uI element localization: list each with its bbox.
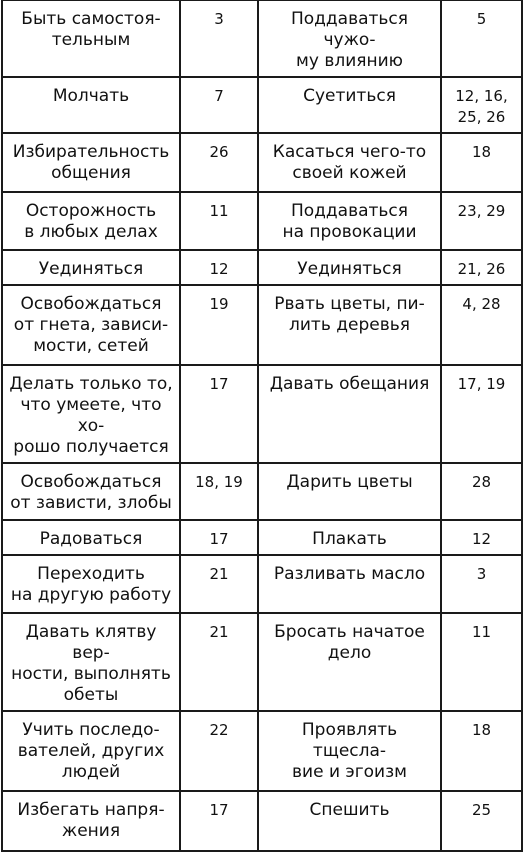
table-row: [2, 250, 522, 285]
action-cell: Давать обещания: [258, 365, 441, 463]
days-cell: 18: [441, 711, 522, 791]
action-cell: Учить последо- вателей, других людей: [2, 711, 180, 791]
table-row: [2, 365, 522, 463]
action-cell: Спешить: [258, 791, 441, 851]
days-cell: 11: [441, 613, 522, 711]
days-cell: 17, 19: [441, 365, 522, 463]
table-row: [2, 285, 522, 365]
days-cell: 3: [441, 555, 522, 613]
table-row: [2, 192, 522, 250]
action-cell: Давать клятву вер- ности, выполнять обеты: [2, 613, 180, 711]
table-row: [2, 711, 522, 791]
action-cell: Плакать: [258, 520, 441, 555]
days-cell: 25: [441, 791, 522, 851]
days-cell: 21, 26: [441, 250, 522, 285]
action-cell: Осторожность в любых делах: [2, 192, 180, 250]
days-cell: 19: [180, 285, 258, 365]
action-cell: Проявлять тщесла- вие и эгоизм: [258, 711, 441, 791]
action-cell: Радоваться: [2, 520, 180, 555]
action-cell: Освобождаться от гнета, зависи- мости, сетей: [2, 285, 180, 365]
action-cell: Поддаваться на провокации: [258, 192, 441, 250]
table-row: [2, 791, 522, 851]
action-cell: Быть самостоя- тельным: [2, 0, 180, 77]
days-cell: 17: [180, 365, 258, 463]
days-cell: 28: [441, 463, 522, 520]
days-cell: 17: [180, 520, 258, 555]
action-cell: Уединяться: [2, 250, 180, 285]
action-cell: Суетиться: [258, 77, 441, 133]
days-cell: 21: [180, 613, 258, 711]
action-cell: Касаться чего-то своей кожей: [258, 133, 441, 192]
table-row: [2, 133, 522, 192]
action-cell: Делать только то, что умеете, что хо- рошо получается: [2, 365, 180, 463]
days-cell: 26: [180, 133, 258, 192]
table-row: [2, 555, 522, 613]
action-cell: Избегать напря- жения: [2, 791, 180, 851]
activity-days-table: [1, 0, 523, 852]
action-cell: Разливать масло: [258, 555, 441, 613]
days-cell: 22: [180, 711, 258, 791]
action-cell: Поддаваться чужо- му влиянию: [258, 0, 441, 77]
action-cell: Молчать: [2, 77, 180, 133]
days-cell: 3: [180, 0, 258, 77]
table-row: [2, 463, 522, 520]
days-cell: 5: [441, 0, 522, 77]
days-cell: 12, 16, 25, 26: [441, 77, 522, 133]
days-cell: 18: [441, 133, 522, 192]
days-cell: 12: [180, 250, 258, 285]
days-cell: 23, 29: [441, 192, 522, 250]
days-cell: 11: [180, 192, 258, 250]
days-cell: 18, 19: [180, 463, 258, 520]
days-cell: 12: [441, 520, 522, 555]
action-cell: Переходить на другую работу: [2, 555, 180, 613]
action-cell: Рвать цветы, пи- лить деревья: [258, 285, 441, 365]
days-cell: 21: [180, 555, 258, 613]
days-cell: 17: [180, 791, 258, 851]
days-cell: 7: [180, 77, 258, 133]
table-row: [2, 613, 522, 711]
table-body: [2, 0, 522, 851]
table-row: [2, 0, 522, 77]
action-cell: Избирательность общения: [2, 133, 180, 192]
days-cell: 4, 28: [441, 285, 522, 365]
action-cell: Уединяться: [258, 250, 441, 285]
action-cell: Дарить цветы: [258, 463, 441, 520]
table-row: [2, 520, 522, 555]
action-cell: Освобождаться от зависти, злобы: [2, 463, 180, 520]
table-row: [2, 77, 522, 133]
action-cell: Бросать начатое дело: [258, 613, 441, 711]
